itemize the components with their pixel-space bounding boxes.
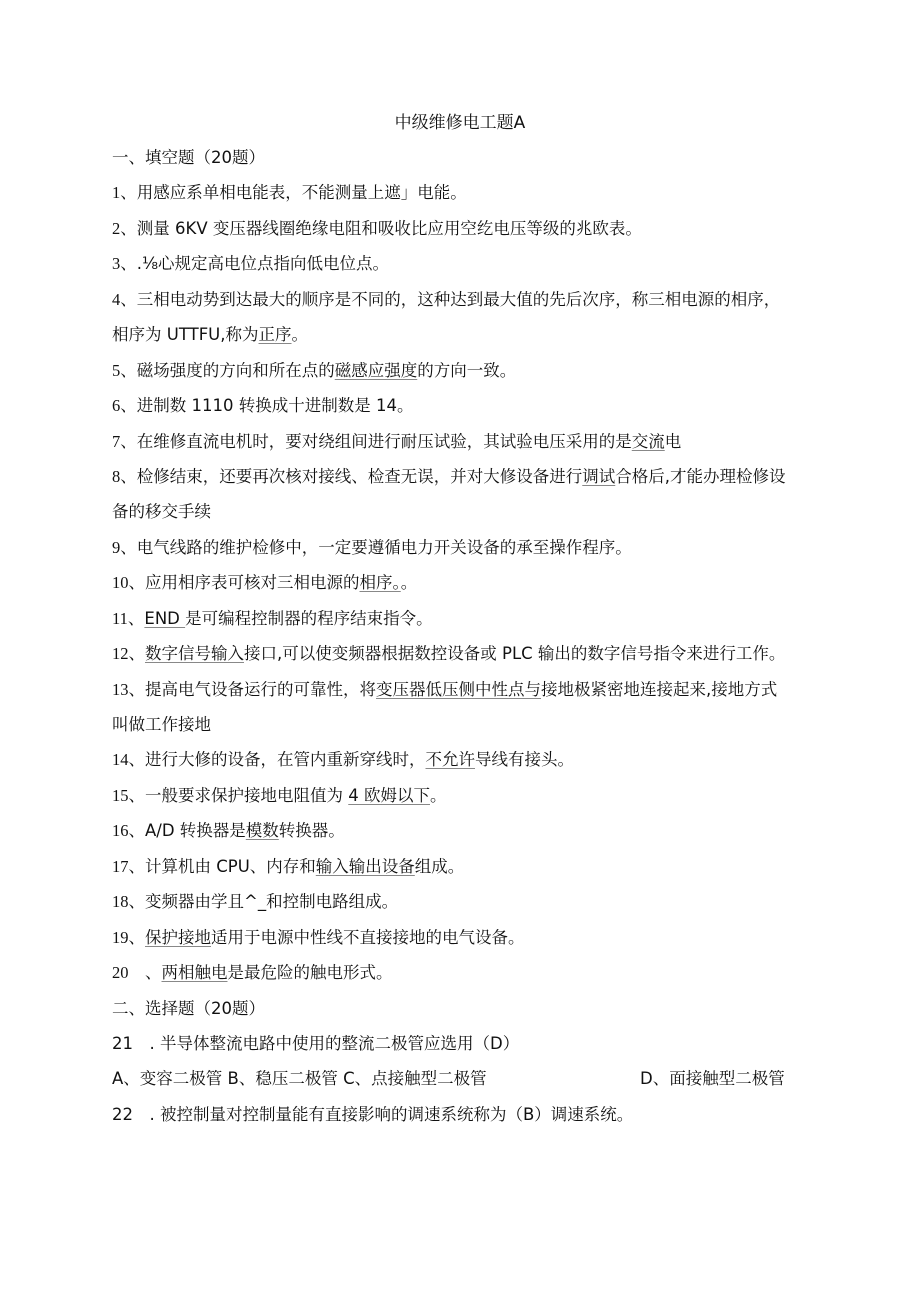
question-21: 21 . 半导体整流电路中使用的整流二极管应选用（D） xyxy=(112,1033,520,1053)
question-text: 备的移交手续 xyxy=(112,502,211,522)
question-list xyxy=(112,175,812,990)
question-text-after: 合格后,才能办理检修设 xyxy=(615,466,786,486)
document-body xyxy=(112,140,812,1132)
question-text: 计算机由 CPU、内存和 xyxy=(145,856,316,876)
answer-underlined: 4 欧姆以下 xyxy=(348,785,430,805)
section-heading-choice: 二、选择题（20题） xyxy=(112,998,265,1018)
question-line xyxy=(112,884,812,919)
question-number: 20 、 xyxy=(112,963,162,983)
question-number: 7、 xyxy=(112,431,137,451)
answer-underlined: 交流 xyxy=(631,431,665,451)
answer-underlined: 调试 xyxy=(582,466,616,486)
question-21-options xyxy=(112,1061,812,1096)
question-text: 应用相序表可核对三相电源的 xyxy=(145,573,360,593)
question-line xyxy=(112,424,812,459)
option-d: D、面接触型二极管 xyxy=(640,1069,785,1089)
question-line xyxy=(112,742,812,777)
question-text-after: 组成。 xyxy=(414,856,465,876)
question-line xyxy=(112,353,812,388)
question-line xyxy=(112,849,812,884)
question-line xyxy=(112,920,812,955)
question-text: .⅛心规定高电位点指向低电位点。 xyxy=(136,254,389,274)
question-text-after: 适用于电源中性线不直接接地的电气设备。 xyxy=(211,927,525,947)
question-line xyxy=(112,494,812,529)
question-line xyxy=(112,565,812,600)
question-number: 18、 xyxy=(112,892,145,912)
question-number: 17、 xyxy=(112,856,145,876)
question-number: 6、 xyxy=(112,396,137,416)
question-text: 测量 6KV 变压器线圈绝缘电阻和吸收比应用空纥电压等级的兆欧表。 xyxy=(136,218,642,238)
question-text: 变频器由学且^_和控制电路组成。 xyxy=(145,892,399,912)
question-text-after: 的方向一致。 xyxy=(417,360,517,380)
question-22: 22 . 被控制量对控制量能有直接影响的调速系统称为（B）调速系统。 xyxy=(112,1104,634,1124)
question-text-after: 。 xyxy=(430,785,447,805)
question-number: 14、 xyxy=(112,750,145,770)
answer-underlined: 数字信号输入 xyxy=(145,644,244,664)
question-line xyxy=(112,601,812,636)
answer-underlined: 两相触电 xyxy=(161,963,228,983)
question-text-after: 接地极紧密地连接起来,接地方式 xyxy=(541,679,778,699)
answer-underlined: 输入输出设备 xyxy=(315,856,415,876)
question-text: 用感应系单相电能表，不能测量上遮」电能。 xyxy=(136,183,467,203)
question-line xyxy=(112,175,812,210)
question-text: 叫做工作接地 xyxy=(112,715,211,734)
question-text: 进制数 1110 转换成十进制数是 14。 xyxy=(136,396,414,416)
question-text: 一般要求保护接地电阻值为 xyxy=(145,785,349,805)
question-line xyxy=(112,459,812,494)
question-number: 15、 xyxy=(112,785,145,805)
question-number: 3、 xyxy=(112,254,137,274)
answer-underlined: 不允许 xyxy=(425,750,475,770)
question-number: 8、 xyxy=(112,466,137,486)
answer-underlined: END xyxy=(144,608,186,628)
question-text: 进行大修的设备，在管内重新穿线时， xyxy=(145,750,426,770)
answer-underlined: 相序。 xyxy=(359,573,401,593)
question-text-after: 是最危险的触电形式。 xyxy=(227,963,393,983)
question-number: 11、 xyxy=(112,608,145,628)
question-text-after: 电 xyxy=(664,431,682,451)
question-text: 检修结束，还要再次核对接线、检查无误，并对大修设备进行 xyxy=(136,466,583,486)
question-number: 9、 xyxy=(112,537,137,557)
question-number: 2、 xyxy=(112,218,137,238)
question-text: 磁场强度的方向和所在点的 xyxy=(136,360,335,380)
question-number: 16、 xyxy=(112,821,145,841)
answer-underlined: 磁感应强度 xyxy=(334,360,418,380)
question-line xyxy=(112,955,812,990)
question-number: 13、 xyxy=(112,679,145,699)
question-line xyxy=(112,672,812,707)
question-text-after: 接口,可以使变频器根据数控设备或 PLC 输出的数字信号指令来进行工作。 xyxy=(244,644,786,664)
answer-underlined: 保护接地 xyxy=(145,927,211,947)
question-text-after: 。 xyxy=(400,573,418,593)
question-line xyxy=(112,317,812,352)
question-line xyxy=(112,636,812,671)
question-text: A/D 转换器是 xyxy=(145,821,246,841)
question-line xyxy=(112,530,812,565)
question-text: 三相电动势到达最大的顺序是不同的，这种达到最大值的先后次序，称三相电源的相序， xyxy=(136,289,781,309)
answer-underlined: 模数 xyxy=(245,821,279,841)
question-text-after: 导线有接头。 xyxy=(475,750,574,770)
section-heading-fill-blank: 一、填空题（20题） xyxy=(112,148,265,167)
answer-underlined: 正序 xyxy=(258,325,292,345)
question-text: 提高电气设备运行的可靠性，将 xyxy=(145,679,376,699)
question-text-after: 是可编程控制器的程序结束指令。 xyxy=(185,608,433,628)
options-abc: A、变容二极管 B、稳压二极管 C、点接触型二极管 xyxy=(112,1069,487,1089)
answer-underlined: 变压器低压侧中性点与 xyxy=(376,679,541,699)
question-text: 电气线路的维护检修中，一定要遵循电力开关设备的承至操作程序。 xyxy=(136,537,632,557)
question-line xyxy=(112,246,812,281)
question-number: 4、 xyxy=(112,289,137,309)
question-text-after: 。 xyxy=(291,325,309,345)
question-line xyxy=(112,813,812,848)
question-text: 在维修直流电机时，要对绕组间进行耐压试验，其试验电压采用的是 xyxy=(136,431,632,451)
question-line xyxy=(112,778,812,813)
question-number: 1、 xyxy=(112,183,137,203)
question-number: 5、 xyxy=(112,360,137,380)
question-line xyxy=(112,388,812,423)
question-line xyxy=(112,282,812,317)
question-line xyxy=(112,707,812,742)
question-text-after: 转换器。 xyxy=(278,821,345,841)
question-number: 19、 xyxy=(112,927,145,947)
question-number: 10、 xyxy=(112,573,145,593)
question-number: 12、 xyxy=(112,644,145,664)
document-title: 中级维修电工题A xyxy=(394,113,526,133)
question-line xyxy=(112,211,812,246)
question-text: 相序为 UTTFU,称为 xyxy=(112,325,259,345)
